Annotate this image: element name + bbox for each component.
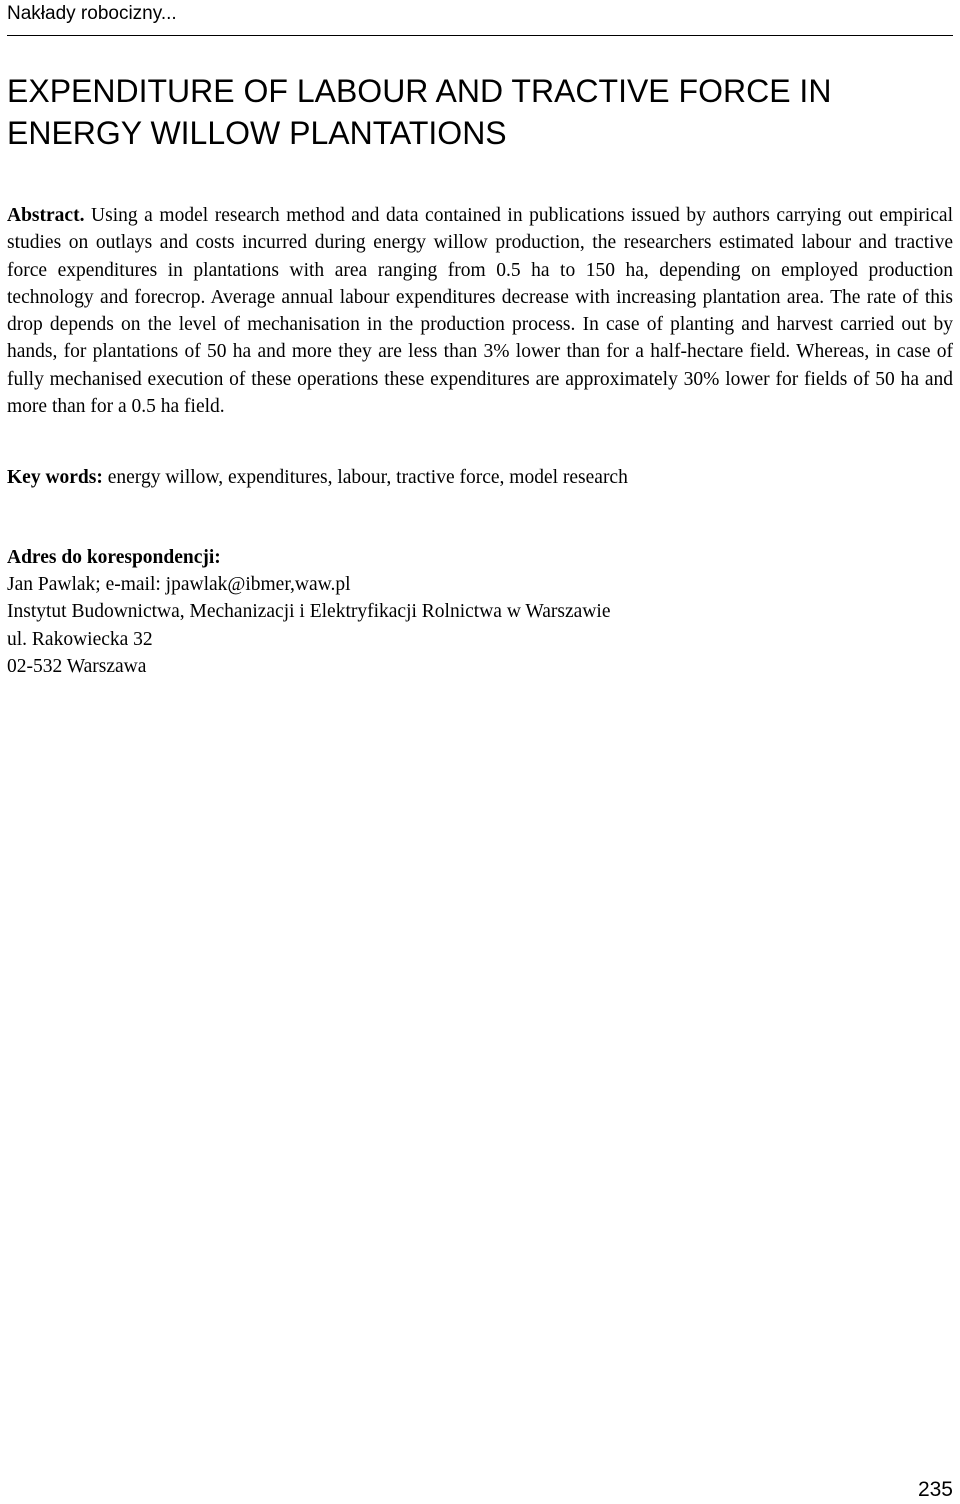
correspondence-city: 02-532 Warszawa — [7, 655, 147, 677]
paper-title-line-1: EXPENDITURE OF LABOUR AND TRACTIVE FORCE IN — [7, 73, 832, 109]
correspondence-author: Jan Pawlak; e-mail: jpawlak@ibmer,waw.pl — [7, 574, 351, 596]
paper-title — [7, 70, 953, 154]
keywords-text: energy willow, expenditures, labour, tractive force, model research — [107, 467, 628, 488]
header-divider — [7, 35, 953, 36]
abstract-paragraph — [7, 202, 953, 420]
paper-title-line-2: ENERGY WILLOW PLANTATIONS — [7, 115, 507, 151]
running-header: Nakłady robocizny... — [7, 3, 177, 24]
correspondence-street: ul. Rakowiecka 32 — [7, 628, 153, 650]
page-number: 235 — [917, 1478, 953, 1501]
correspondence-block — [7, 544, 953, 680]
keywords-label: Key words: — [7, 467, 103, 488]
correspondence-institution: Instytut Budownictwa, Mechanizacji i Elektryfikacji Rolnictwa w Warszawie — [7, 601, 611, 623]
abstract-text: Using a model research method and data contained in publications issued by authors carrying out empirical studies on outlays and costs incurred during energy willow production, the researchers estimated labour and tractive force expenditures in plantations with area ranging from 0.5 ha to 150 ha, depending on employed production technology and forecrop. Average annual labour expenditures decrease with increasing plantation area. The rate of this drop depends on the level of mechanisation in the production process. In case of planting and harvest carried out by hands, for plantations of 50 ha and more they are less than 3% lower than for a half-hectare field. Whereas, in case of fully mechanised execution of these operations these expenditures are approximately 30% lower for fields of 50 ha and more than for a 0.5 ha field. — [7, 205, 954, 418]
abstract-label: Abstract. — [7, 205, 85, 226]
keywords-paragraph — [7, 464, 953, 491]
correspondence-label: Adres do korespondencji: — [7, 547, 221, 568]
